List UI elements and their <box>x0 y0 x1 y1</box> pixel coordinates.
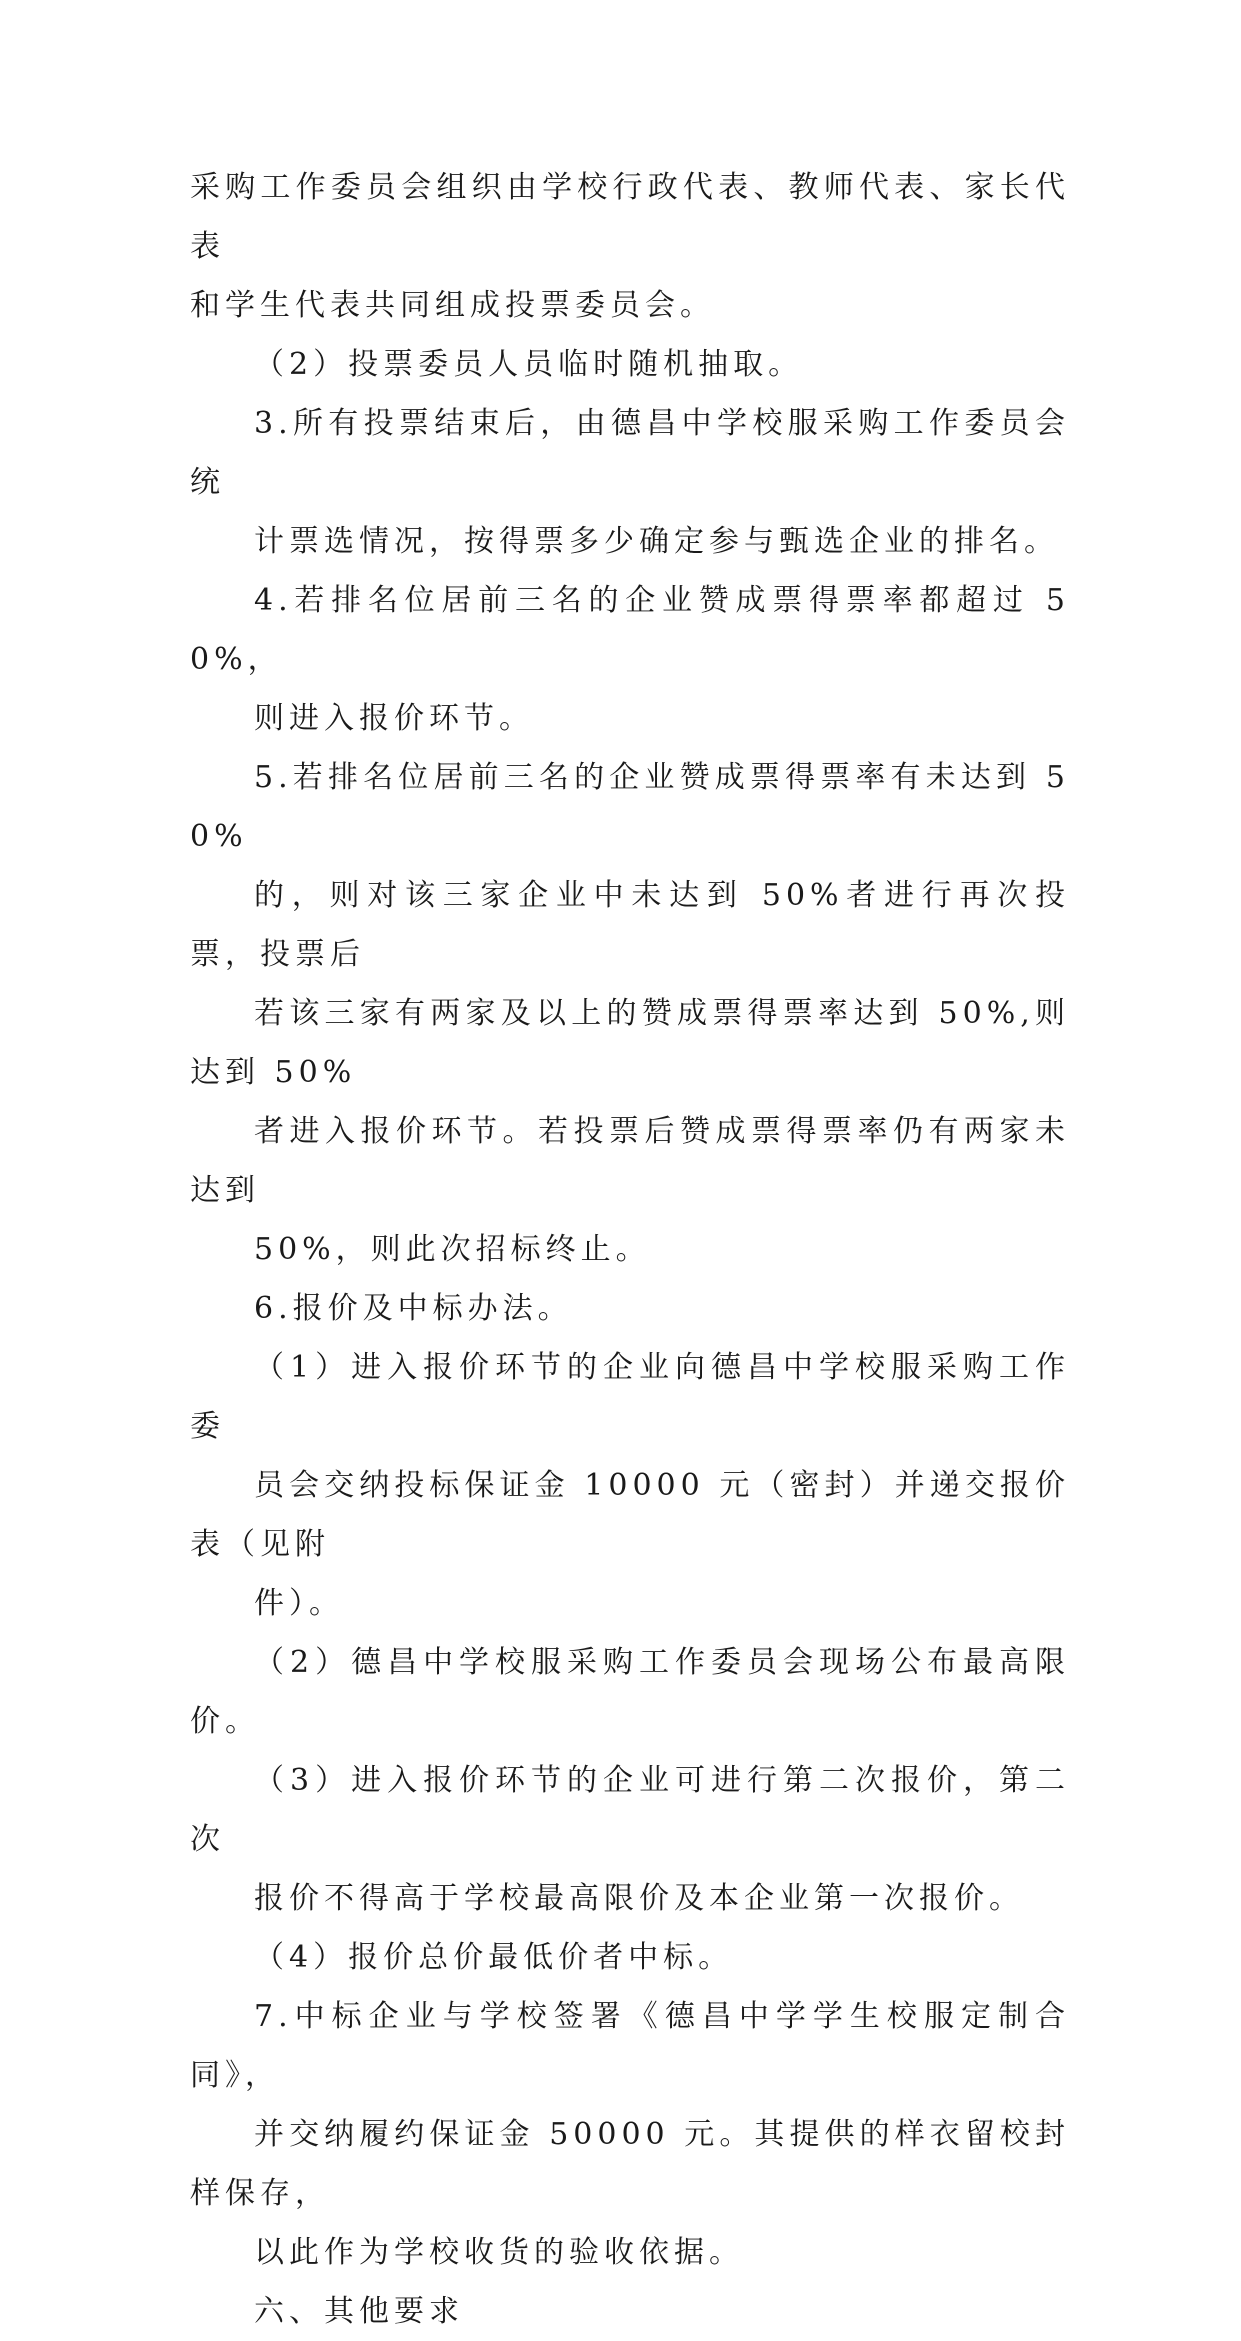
text-line: 六、其他要求 <box>254 2294 464 2329</box>
section-heading-other-requirements <box>190 2282 1070 2341</box>
text-line: 则进入报价环节。 <box>254 701 534 736</box>
text-line: 3.所有投票结束后，由德昌中学校服采购工作委员会统 <box>190 406 1070 500</box>
text-line: 4.若排名位居前三名的企业赞成票得票率都超过 50%， <box>190 583 1070 677</box>
text-line: 报价不得高于学校最高限价及本企业第一次报价。 <box>254 1881 1024 1916</box>
paragraph-random-selection <box>190 335 1070 394</box>
text-line: 并交纳履约保证金 50000 元。其提供的样衣留校封样保存， <box>190 2117 1070 2211</box>
text-line: （2）投票委员人员临时随机抽取。 <box>254 347 804 382</box>
text-line: 件）。 <box>254 1586 344 1621</box>
text-line: 50%，则此次招标终止。 <box>254 1232 651 1267</box>
paragraph-item-6-2 <box>190 1633 1070 1751</box>
text-line: 者进入报价环节。若投票后赞成票得票率仍有两家未达到 <box>190 1114 1070 1208</box>
text-line: 计票选情况，按得票多少确定参与甄选企业的排名。 <box>254 524 1059 559</box>
text-line: 若该三家有两家及以上的赞成票得票率达到 50%,则达到 50% <box>190 996 1070 1090</box>
text-line: （3）进入报价环节的企业可进行第二次报价，第二次 <box>190 1763 1070 1857</box>
paragraph-item-6-1 <box>190 1338 1070 1633</box>
document-body <box>190 158 1070 2341</box>
text-line: （1）进入报价环节的企业向德昌中学校服采购工作委 <box>190 1350 1070 1444</box>
text-line: （2）德昌中学校服采购工作委员会现场公布最高限价。 <box>190 1645 1070 1739</box>
text-line: 5.若排名位居前三名的企业赞成票得票率有未达到 50% <box>190 760 1070 854</box>
paragraph-item-6-3 <box>190 1751 1070 1928</box>
paragraph-item-7 <box>190 1987 1070 2282</box>
paragraph-item-6-heading <box>190 1279 1070 1338</box>
text-line: 采购工作委员会组织由学校行政代表、教师代表、家长代表 <box>190 170 1070 264</box>
text-line: 和学生代表共同组成投票委员会。 <box>190 288 715 323</box>
paragraph-item-5 <box>190 748 1070 1279</box>
paragraph-item-6-4 <box>190 1928 1070 1987</box>
text-line: （4）报价总价最低价者中标。 <box>254 1940 734 1975</box>
text-line: 以此作为学校收货的验收依据。 <box>254 2235 744 2270</box>
paragraph-committee-formation <box>190 158 1070 335</box>
paragraph-item-3 <box>190 394 1070 571</box>
text-line: 6.报价及中标办法。 <box>254 1291 573 1326</box>
text-line: 的，则对该三家企业中未达到 50%者进行再次投票，投票后 <box>190 878 1070 972</box>
text-line: 员会交纳投标保证金 10000 元（密封）并递交报价表（见附 <box>190 1468 1070 1562</box>
paragraph-item-4 <box>190 571 1070 748</box>
text-line: 7.中标企业与学校签署《德昌中学学生校服定制合同》， <box>190 1999 1070 2093</box>
